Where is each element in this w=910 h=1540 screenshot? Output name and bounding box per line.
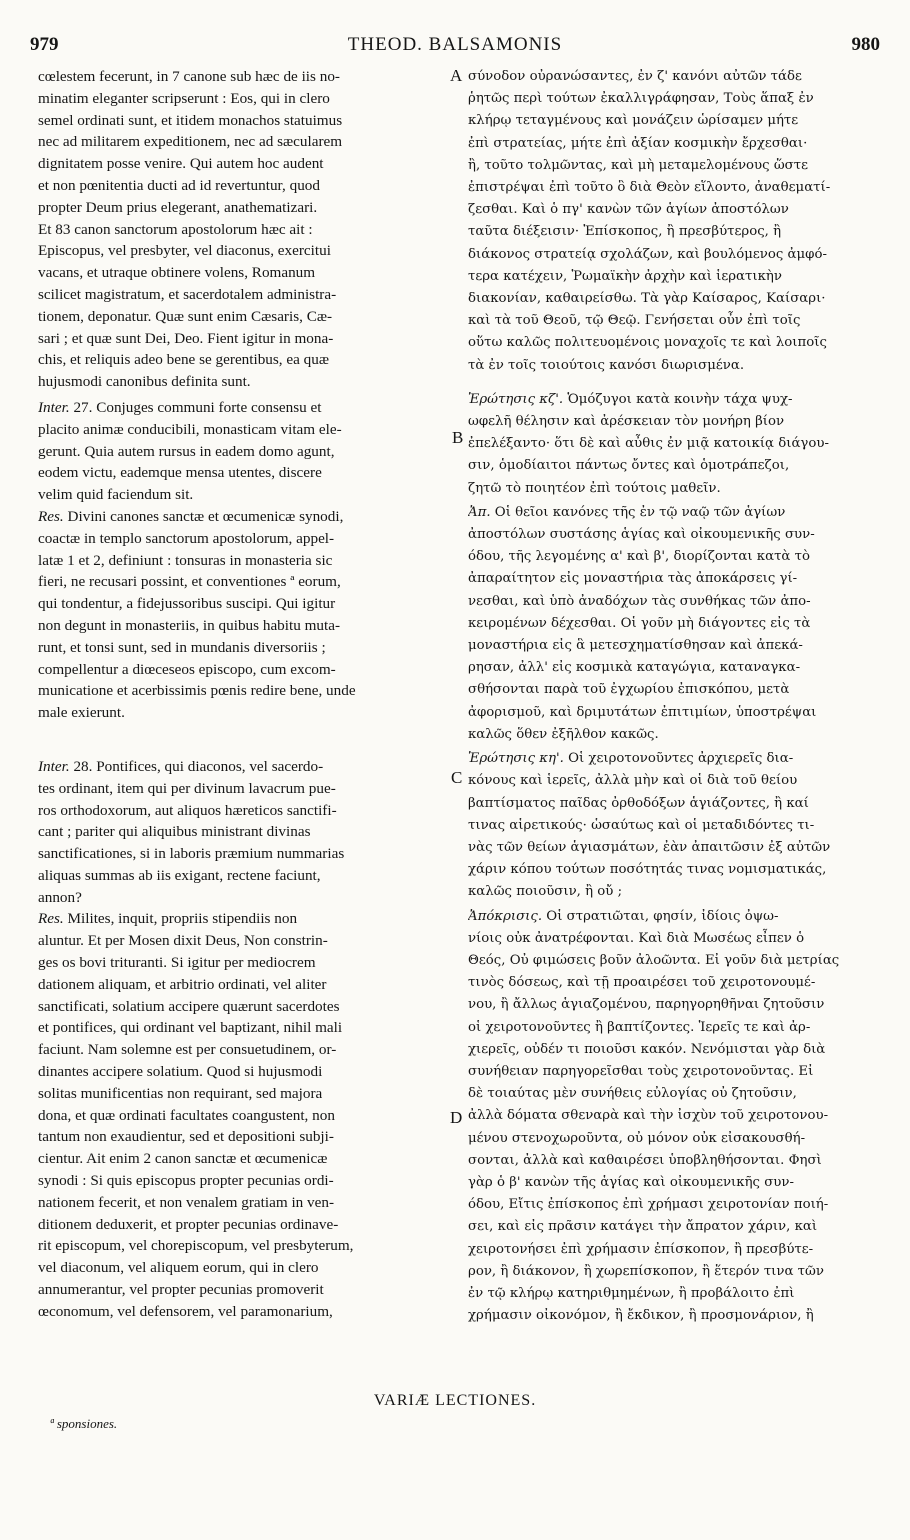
greek-paragraph [468,502,878,746]
latin-paragraph [38,506,442,724]
running-head-title: THEOD. BALSAMONIS [347,34,563,55]
greek-text-line: γὰρ ὁ β' κανὼν τῆς ἁγίας καὶ οἰκουμενικῆς συν- [468,1174,794,1190]
greek-text-line: ἀπαραίτητον εἰς μοναστήρια τὰς ἀποκάρσεις γί- [468,571,798,587]
greek-text-line: οἱ χειροτονοῦντες ἢ βαπτίζοντες. Ἱερεῖς τε καὶ ἀρ- [468,1019,811,1035]
paragraph-label: Res. [38,507,64,525]
latin-text-line: minatim eleganter scripserunt : Eos, qui in clero [38,89,330,107]
latin-text-line: Episcopus, vel presbyter, vel diaconus, exercitui [38,242,331,260]
section-marker-c: C [451,768,463,787]
greek-text-line: οὕτω καλῶς πολιτευομένοις μοναχοῖς τε καὶ λοιποῖς [468,335,827,351]
greek-text-line: όδου, Εἴτις ἐπίσκοπος ἐπὶ χρήμασι χειροτονίαν ποιή- [468,1197,829,1213]
latin-text-line: cœlestem fecerunt, in 7 canone sub hæc de iis no- [38,68,340,85]
paragraph-label: Ἐρώτησις κη'. [468,751,564,767]
greek-text-line: τερα κατέχειν, Ῥωμαϊκὴν ἀρχὴν καὶ ἱερατικὴν [468,268,782,284]
greek-text-line: χιερεῖς, οὐδέν τι ποιοῦσι κακόν. Νενόμισται γὰρ διὰ [468,1041,826,1057]
greek-text-line: όδου, τῆς λεγομένης α' καὶ β', διορίζονται κατὰ τὸ [468,549,810,565]
left-page-number: 979 [30,34,59,55]
latin-text-line: gerunt. Quia autem rursus in eadem domo agunt, [38,442,335,460]
greek-text-line: καὶ τὰ τοῦ Θεοῦ, τῷ Θεῷ. Γενήσεται οὖν ἐπὶ τοῖς [468,313,801,329]
greek-text-line: ῥητῶς περὶ τούτων ἐκαλλιγράφησαν, Τοὺς ἅπαξ ἐν [468,91,814,107]
greek-text-line: Ἐρώτησις κη'. Οἱ χειροτονοῦντες ἀρχιερεῖς δια- [468,751,794,767]
greek-text-line: ταῦτα διέξεισιν· Ἐπίσκοπος, ἢ πρεσβύτερος, ἢ [468,224,782,240]
latin-text-line: vel diaconum, vel aliquem eorum, qui in clero [38,1259,319,1277]
greek-text-line: Θεός, Οὐ φιμώσεις βοῦν ἀλοῶντα. Εἰ γοῦν διὰ μετρίας [468,952,840,968]
greek-text-line: τὰ ἐν τοῖς τοιούτοις κανόσι διωρισμένα. [468,357,745,373]
latin-text-line: cant ; pariter qui aliquibus ministrant divinas [38,823,311,841]
latin-text-line: rit episcopum, vel chorepiscopum, vel presbyterum, [38,1237,354,1255]
greek-text-line: νου, ἢ ἄλλως ἁγιαζομένου, παρηγορηθῆναι ζητοῦσιν [468,997,825,1013]
greek-text-line: ἀλλὰ δόματα σθεναρὰ καὶ τὴν ἰσχὺν τοῦ χειροτονου- [468,1108,829,1124]
greek-text-line: ἐπιστρέψαι ἐπὶ τοῦτο ὃ διὰ Θεὸν εἵλοντο, ἀναθεματί- [468,180,831,196]
latin-text-line: et non pœnitentia ducti ad id revertuntur, quod [38,176,320,194]
variae-lectiones-heading: VARIÆ LECTIONES. [373,1392,537,1409]
latin-text-line: latæ 1 et 2, definiunt : tonsuras in monasteria sic [38,551,333,569]
greek-text-line: κειρομένων δέχεσθαι. Οἱ γοῦν μὴ διάγοντες εἰς τὰ [468,615,811,631]
footnote: ª sponsiones. [50,1416,118,1431]
greek-text-line: τινὸς δόσεως, καὶ τῇ προαιρέσει τοῦ χειροτονουμέ- [468,975,816,991]
latin-text-line: et pontifices, qui ordinant vel baptizant, nihil mali [38,1019,343,1037]
latin-paragraph [38,66,442,393]
latin-text-line: Res. Divini canones sanctæ et œcumenicæ synodi, [38,507,344,525]
latin-text-line: ditionem deduxerit, et propter pecunias ordinave- [38,1215,339,1233]
latin-text-line: semel ordinati sunt, et itidem monachos statuimus [38,111,343,129]
latin-text-line: runt, et tonsi sunt, sed in mundanis diversoriis ; [38,638,326,656]
latin-text-line: cientur. Ait enim 2 canon sanctæ et œcumenicæ [38,1150,328,1168]
greek-text-line: τινας αἱρετικούς· ὡσαύτως καὶ οἱ μεταδιδόντες τι- [468,817,815,833]
greek-text-line: ρησαν, ἀλλ' εἰς κοσμικὰ καταγώγια, καταναγκα- [468,660,801,676]
latin-text-line: Inter. 28. Pontifices, qui diaconos, vel sacerdo- [38,757,324,775]
greek-text-line: βαπτίσματος παῖδας ὀρθοδόξων ἁγιάζοντες, ἢ καί [468,795,809,811]
latin-text-line: vacans, et utraque obtinere volens, Romanum [38,264,316,282]
latin-text-line: œconomum, vel defensorem, vel paramonarium, [38,1302,333,1320]
greek-text-line: δὲ τοιαύτας μὲν συνήθεις εὐλογίας οὐ ζητοῦσιν, [468,1086,797,1102]
greek-text-line: ἀφορισμοῦ, καὶ δριμυτάτων ἐπιτιμίων, ὑποστρέψαι [468,704,817,720]
latin-text-line: tantum non exaudientur, sed et depositioni subji- [38,1128,334,1146]
greek-text-line: σθήσονται παρὰ τοῦ ἐγχωρίου ἐπισκόπου, μετὰ [468,682,790,698]
latin-text-line: synodi : Si quis episcopus propter pecunias ordi- [38,1172,334,1190]
latin-text-line: Inter. 27. Conjuges communi forte consensu et [38,398,322,416]
latin-text-line: tes ordinant, item qui per divinum lavacrum pue- [38,779,336,797]
latin-column [38,66,442,1323]
paragraph-label: Inter. [38,398,70,416]
latin-text-line: annumerantur, vel propter pecunias promoverit [38,1281,324,1299]
latin-text-line: nationem fecerit, et non venalem gratiam in ven- [38,1193,335,1211]
greek-text-line: σει, καὶ εἰς πρᾶσιν κατάγει τὴν ἄπρατον χάριν, καὶ [468,1219,818,1235]
greek-text-line: μοναστήρια εἰς ἃ μετεσχηματίσθησαν καὶ ἀπεκά- [468,638,803,654]
greek-text-line: συνήθειαν παρηγορεῖσθαι τοὺς χειροτονοῦντας. Εἰ [468,1063,814,1079]
greek-text-line: σύνοδον οὐρανώσαντες, ἐν ζ' κανόνι αὐτῶν τάδε [468,69,802,84]
latin-paragraph [38,397,442,506]
greek-text-line: καλῶς ὅθεν ἐξῆλθον κακῶς. [468,726,659,742]
latin-text-line: scilicet magistratum, et sacerdotalem administra- [38,285,337,303]
greek-text-line: ωφελῆ θέλησιν καὶ ἀρέσκειαν τὸν μονήρη βίον [468,414,785,430]
greek-text-line: διάκονος στρατείᾳ σχολάζων, καὶ βουλόμενος ἀμφό- [468,246,827,262]
greek-text-line: ἐπὶ στρατείας, μήτε ἐπὶ ἀξίαν κοσμικὴν ἔρχεσθαι· [468,135,808,151]
latin-text-line: propter Deum prius elegerant, anathematizari. [38,198,318,216]
latin-text-line: hujusmodi canonibus definita sunt. [38,373,251,391]
latin-paragraph [38,756,442,909]
greek-text-line: Ἀπόκρισις. Οἱ στρατιῶται, φησίν, ἰδίοις ὀψω- [468,908,779,924]
latin-text-line: eodem victu, eademque mensa utentes, discere [38,464,322,482]
greek-text-line: χρήμασιν οἰκονόμον, ἢ ἔκδικον, ἢ προσμονάριον, ἢ [468,1308,814,1324]
latin-text-line: sanctificati, solatium accipere quærunt sacerdotes [38,997,340,1015]
section-marker-b: B [452,428,464,447]
greek-column [468,66,878,1327]
latin-text-line: nec ad militarem expeditionem, nec ad sæcularem [38,133,343,151]
greek-text-line: ζητῶ τὸ ποιητέον ἐπὶ τούτοις μαθεῖν. [468,480,721,496]
greek-text-line: ἐπελέξαντο· ὅτι δὲ καὶ αὖθις ἐν μιᾷ κατοικίᾳ διάγου- [468,436,829,452]
section-marker-d: D [450,1108,463,1127]
paragraph-label: Res. [38,910,64,928]
greek-paragraph [468,389,878,500]
page-header [0,34,910,60]
greek-text-line: σονται, ἀλλὰ καὶ καθαιρέσει ὑποβληθήσονται. Φησὶ [468,1152,822,1168]
latin-text-line: male exierunt. [38,704,125,722]
greek-text-line: ἢ, τοῦτο τολμῶντας, καὶ μὴ μεταμελομένους ὥστε [468,157,808,173]
paragraph-label: Ἀπόκρισις. [468,908,543,924]
latin-text-line: sanctificationes, si in laboris præmium nummarias [38,845,345,863]
latin-text-line: dignitatem posse venire. Qui autem hoc audent [38,155,324,173]
latin-text-line: ges os bovi trituranti. Si igitur per mediocrem [38,954,316,972]
latin-text-line: tionem, deponatur. Quæ sunt enim Cæsaris, Cæ- [38,307,333,325]
greek-text-line: Ἐρώτησις κζ'. Ὁμόζυγοι κατὰ κοινὴν τάχα ψυχ- [468,391,793,407]
greek-text-line: νίοις οὐκ ἀνατρέφονται. Καὶ διὰ Μωσέως εἶπεν ὁ [468,930,805,946]
latin-text-line: aliquas summas ab iis exigant, rectene faciunt, [38,866,321,884]
latin-text-line: compellentur a diœceseos episcopo, cum excom- [38,660,336,678]
greek-text-line: Ἀπ. Οἱ θεῖοι κανόνες τῆς ἐν τῷ ναῷ τῶν ἁγίων [468,504,786,520]
paragraph-label: Inter. [38,757,70,775]
section-marker-a: A [450,66,463,85]
greek-paragraph [468,748,878,903]
greek-text-line: καλῶς ποιοῦσιν, ἢ οὔ ; [468,884,623,900]
greek-text-line: μένου στενοχωροῦντα, οὐ μόνον οὐκ εἰσακουσθή- [468,1130,806,1146]
paragraph-label: Ἀπ. [468,504,491,520]
latin-text-line: fieri, ne recusari possint, et conventiones ª eorum, [38,573,341,591]
greek-text-line: ζεσθαι. Καὶ ὁ πγ' κανὼν τῶν ἁγίων ἀποστόλων [468,202,789,218]
greek-text-line: ἀποστόλων συστάσης ἁγίας καὶ οἰκουμενικῆς συν- [468,527,815,543]
right-page-number: 980 [851,34,880,55]
greek-text-line: χάριν κόπου τούτων ποσότητάς τινας νομισματικάς, [468,862,827,878]
latin-text-line: municatione et acerbissimis pœnis redire bene, unde [38,682,356,700]
latin-text-line: solitas munificentias non requirant, sed majora [38,1084,323,1102]
latin-text-line: Et 83 canon sanctorum apostolorum hæc ait : [38,220,313,238]
latin-paragraph [38,908,442,1322]
latin-text-line: Res. Milites, inquit, propriis stipendiis non [38,910,298,928]
latin-text-line: non degunt in monasteriis, in quibus habitu muta- [38,616,341,634]
greek-text-line: ρον, ἢ διάκονον, ἢ χωρεπίσκοπον, ἢ ἕτερόν τινα τῶν [468,1263,824,1279]
greek-text-line: σιν, ὁμοδίαιτοι πάντως ὄντες καὶ ὁμοτράπεζοι, [468,458,790,474]
greek-text-line: κόνους καὶ ἱερεῖς, ἀλλὰ μὴν καὶ οἱ διὰ τοῦ θείου [468,773,798,789]
latin-text-line: sari ; et quæ sunt Dei, Deo. Fient igitur in mona- [38,329,334,347]
latin-text-line: dona, et quæ ordinati facultates coangustent, non [38,1106,335,1124]
greek-text-line: χειροτονήσει ἐπὶ χρήμασιν ἐπίσκοπον, ἢ πρεσβύτε- [468,1241,814,1257]
greek-text-line: διακονίαν, καθαιρείσθω. Τὰ γὰρ Καίσαρος, Καίσαρι· [468,291,826,307]
greek-text-line: ἐν τῷ κλήρῳ κατηριθμημένων, ἢ προβάλοιτο ἐπὶ [468,1285,795,1301]
latin-text-line: ros orthodoxorum, aut aliquos hæreticos sanctifi- [38,801,337,819]
latin-text-line: dationem aliquam, et arbitrio ordinati, vel aliter [38,975,327,993]
latin-text-line: placito animæ conducibili, monasticam vitam ele- [38,420,342,438]
greek-paragraph [468,66,878,377]
latin-text-line: dinantes accipere solatium. Quod si hujusmodi [38,1063,323,1081]
greek-text-line: κλήρῳ τεταγμένους καὶ μονάζειν ὡρίσαμεν μήτε [468,113,799,129]
latin-text-line: velim quid faciendum sit. [38,486,194,504]
latin-text-line: annon? [38,888,82,906]
latin-text-line: qui tondentur, a fidejussoribus suscipi. Qui igitur [38,595,336,613]
greek-text-line: νεσθαι, καὶ ὑπὸ ἀναδόχων τὰς συνθήκας τῶν ἀπο- [468,593,811,609]
latin-text-line: chis, et reliquis adeo bene se gerentibus, ea quæ [38,351,330,369]
latin-text-line: coactæ in templo sanctorum apostolorum, appel- [38,529,335,547]
greek-text-line: νὰς τῶν θείων ἁγιασμάτων, ἐὰν ἀπαιτῶσιν ἐξ αὐτῶν [468,839,831,855]
latin-text-line: faciunt. Nam solemne est per consuetudinem, or- [38,1041,337,1059]
latin-text-line: aluntur. Et per Mosen dixit Deus, Non constrin- [38,932,328,950]
greek-paragraph [468,906,878,1328]
paragraph-label: Ἐρώτησις κζ'. [468,391,564,407]
